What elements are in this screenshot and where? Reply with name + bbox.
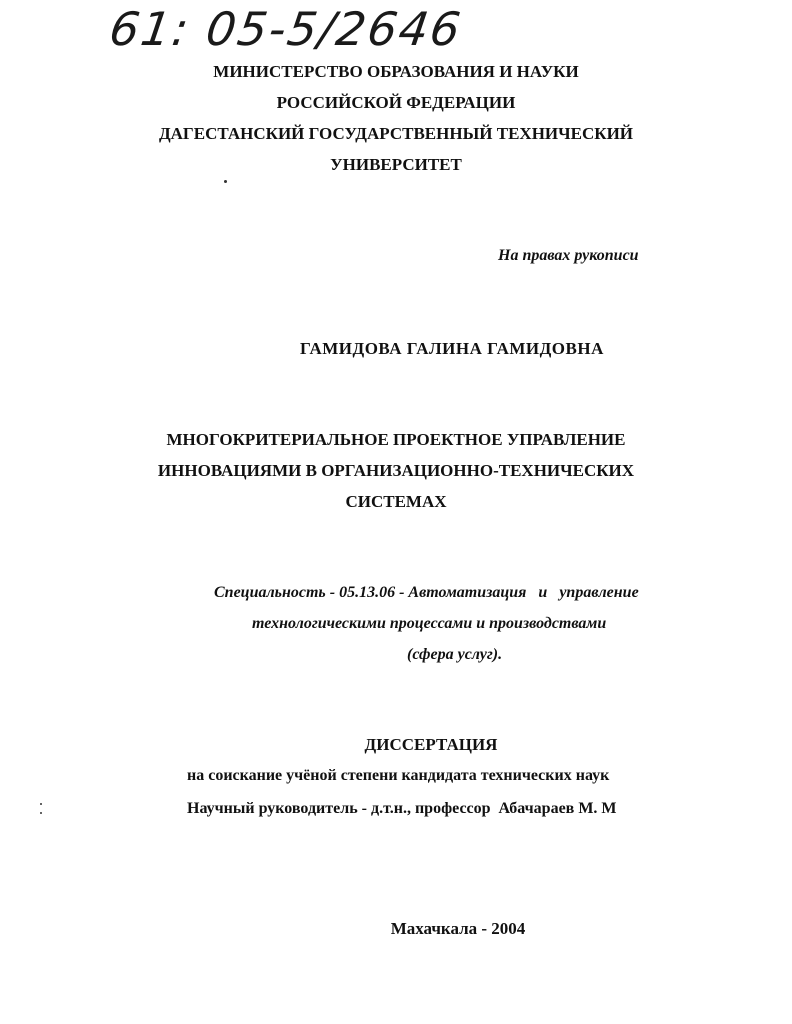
scan-speck: [224, 180, 227, 183]
scan-speck: [40, 803, 42, 805]
specialty-line-1: Специальность - 05.13.06 - Автоматизация и управление: [214, 584, 639, 601]
place-and-year: Махачкала - 2004: [390, 919, 526, 938]
dissertation-heading: ДИССЕРТАЦИЯ: [364, 735, 498, 754]
thesis-title-line-1: МНОГОКРИТЕРИАЛЬНОЕ ПРОЕКТНОЕ УПРАВЛЕНИЕ: [166, 430, 626, 449]
specialty-line-3: (сфера услуг).: [407, 646, 503, 663]
archive-handwritten-mark: 61: 05-5/2646: [106, 2, 466, 56]
manuscript-note: На правах рукописи: [498, 247, 639, 264]
university-line-2: УНИВЕРСИТЕТ: [330, 155, 462, 174]
supervisor-line: Научный руководитель - д.т.н., профессор Абачараев М. М: [187, 800, 617, 817]
degree-line: на соискание учёной степени кандидата технических наук: [187, 767, 610, 784]
specialty-line-2: технологическими процессами и производствами: [252, 615, 607, 632]
scan-speck: [40, 812, 42, 814]
ministry-line-1: МИНИСТЕРСТВО ОБРАЗОВАНИЯ И НАУКИ: [213, 62, 579, 81]
ministry-line-2: РОССИЙСКОЙ ФЕДЕРАЦИИ: [276, 93, 516, 112]
thesis-title-line-2: ИННОВАЦИЯМИ В ОРГАНИЗАЦИОННО-ТЕХНИЧЕСКИХ: [157, 461, 635, 480]
author-name: ГАМИДОВА ГАЛИНА ГАМИДОВНА: [300, 339, 604, 358]
thesis-title-line-3: СИСТЕМАХ: [345, 492, 447, 511]
university-line-1: ДАГЕСТАНСКИЙ ГОСУДАРСТВЕННЫЙ ТЕХНИЧЕСКИЙ: [158, 124, 634, 143]
